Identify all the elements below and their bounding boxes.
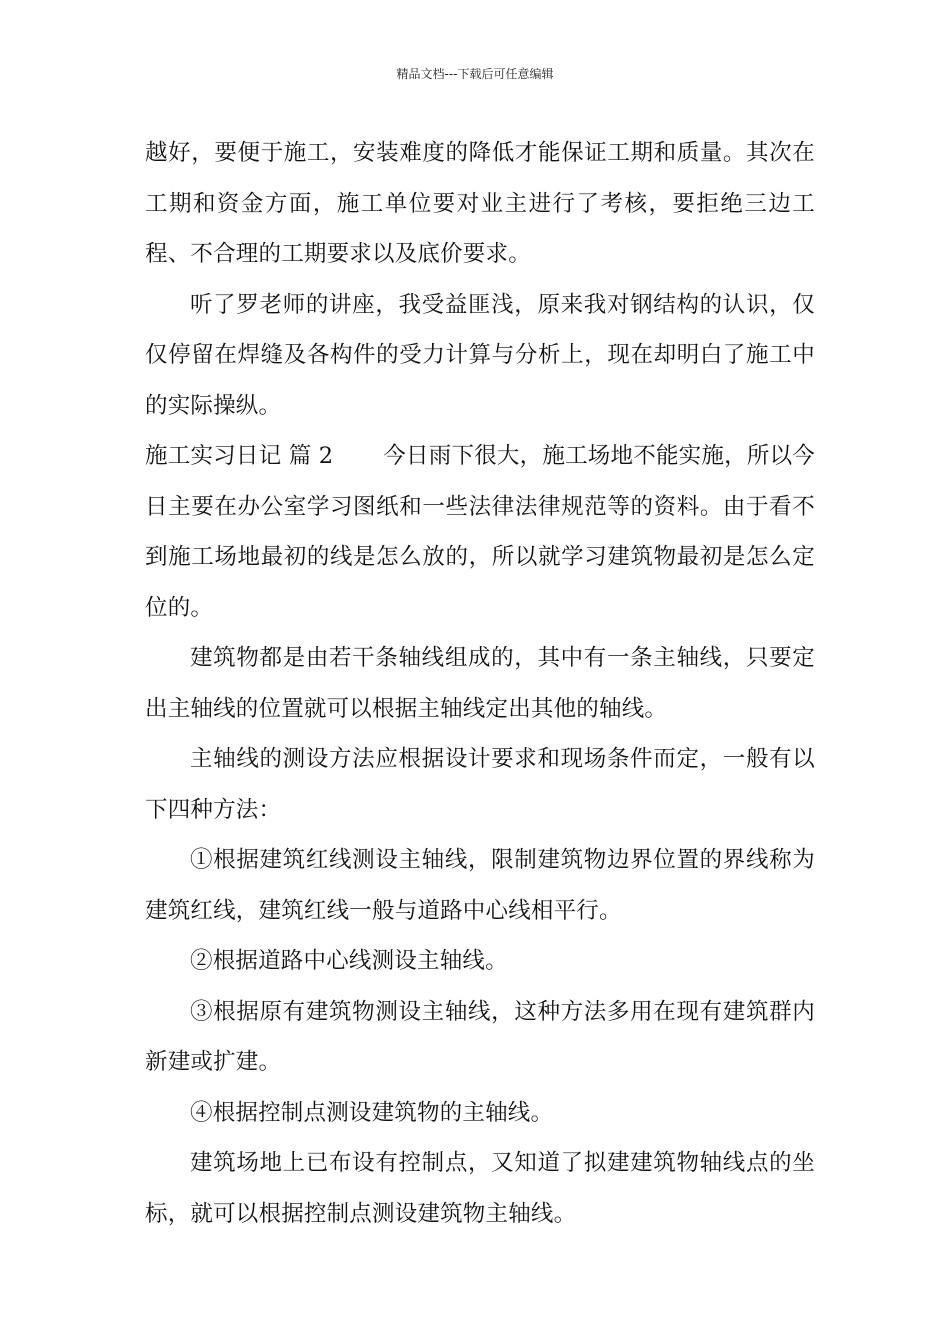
- document-body: [145, 128, 815, 1239]
- section-paragraph: [145, 431, 815, 633]
- list-item-method-2: ②根据道路中心线测设主轴线。: [190, 948, 508, 974]
- section-number: 篇 2: [288, 443, 334, 469]
- list-item-method-4: ④根据控制点测设建筑物的主轴线。: [190, 1099, 554, 1126]
- paragraph-lecture-reflection: 听了罗老师的讲座，我受益匪浅，原来我对钢结构的认识，仅仅停留在焊缝及各构件的受力计算与分析上，现在却明白了施工中的实际操纵。: [145, 291, 815, 419]
- section-title: 施工实习日记: [145, 443, 282, 469]
- paragraph-continuation: 越好，要便于施工，安装难度的降低才能保证工期和质量。其次在工期和资金方面，施工单位要对业主进行了考核，要拒绝三边工程、不合理的工期要求以及底价要求。: [145, 140, 815, 267]
- paragraph-methods-intro: 主轴线的测设方法应根据设计要求和现场条件而定，一般有以下四种方法：: [145, 746, 815, 823]
- list-item-method-3: ③根据原有建筑物测设主轴线，这种方法多用在现有建筑群内新建或扩建。: [145, 998, 815, 1075]
- page-header: 精品文档---下载后可任意编辑: [396, 67, 554, 81]
- paragraph-control-points: 建筑场地上已布设有控制点，又知道了拟建建筑物轴线点的坐标，就可以根据控制点测设建筑物主轴线。: [145, 1150, 815, 1227]
- section-first-paragraph: 今日雨下很大，施工场地不能实施，所以今日主要在办公室学习图纸和一些法律法律规范等的资料。由于看不到施工场地最初的线是怎么放的，所以就学习建筑物最初是怎么定位的。: [145, 443, 815, 621]
- list-item-method-1: ①根据建筑红线测设主轴线，限制建筑物边界位置的界线称为建筑红线，建筑红线一般与道路中心线相平行。: [145, 847, 815, 924]
- paragraph-axis-intro: 建筑物都是由若干条轴线组成的，其中有一条主轴线，只要定出主轴线的位置就可以根据主轴线定出其他的轴线。: [145, 645, 815, 722]
